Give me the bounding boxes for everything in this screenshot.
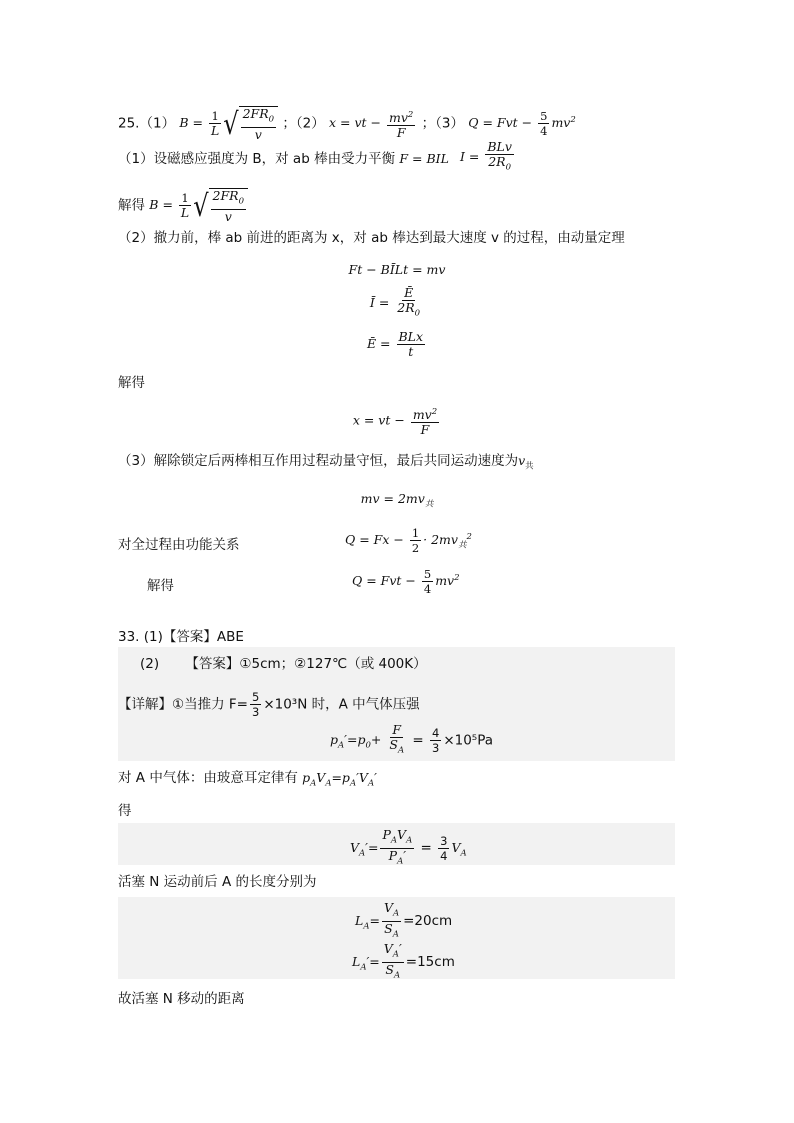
length-text: 活塞 N 运动前后 A 的长度分别为 [118, 874, 317, 890]
momentum-theorem-equation: Ft − BĪLt = mv [348, 262, 446, 277]
part-label: （1） [139, 115, 176, 132]
energy-label: 对全过程由功能关系 [118, 537, 240, 553]
q25-part3-text: （3）解除锁定后两棒相互作用过程动量守恒，最后共同运动速度为$v_共$ [118, 453, 534, 472]
heat-result: Q = Fvt − $\frac{5}{4}$ $mv^2$ [352, 567, 460, 596]
part-label: ；（2） [282, 115, 325, 132]
q25-part1-text: （1）设磁感应强度为 B，对 ab 棒由受力平衡 F = BIL [118, 151, 449, 167]
momentum-conservation-equation: mv = $2mv_共$ [360, 491, 434, 510]
question-number: 25. [118, 115, 140, 132]
q25-answer-summary: 25.（1） B = $\frac{1}{L}$ √ $\frac{2FR_0}{v}$ ；（2） x = vt − $\frac{mv^2}{F}$ ；（3） Q = Fvt − $\frac{5}{4}$ $mv^2$ [118, 106, 576, 142]
pressure-equation: $p_A'=p_0+$ $\frac{F}{S_A}$ = $\frac{4}{3}$ ×10⁵Pa [330, 722, 494, 756]
length-after-equation: $L_A'=$ $\frac{V_A'}{S_A}$ =15cm [352, 941, 455, 980]
average-emf-equation: Ē = $\frac{\text{BLx}}{t}$ [366, 329, 424, 359]
solve-label: 解得 [118, 375, 145, 391]
boyle-law-line: 对 A 中气体：由玻意耳定律有 $p_AV_A=p_A'V_A'$ [118, 770, 377, 789]
q25-part2-text: （2）撤力前，棒 ab 前进的距离为 x，对 ab 棒达到最大速度 v 的过程，由动量定理 [118, 230, 625, 246]
displacement-result: x = vt − $\frac{mv^2}{F}$ [352, 407, 438, 438]
solve-label: 解得 [147, 578, 174, 594]
average-current-equation: Ī = $\frac{Ē}{2R_0}$ [369, 285, 421, 319]
de-label: 得 [118, 803, 132, 819]
force-balance-equation: F = BIL [399, 151, 449, 166]
q33-part2-answer: (2) 【答案】①5cm；②127℃（或 400K） [140, 656, 427, 672]
length-before-equation: $L_A=$ $\frac{V_A}{S_A}$ =20cm [355, 900, 453, 939]
energy-equation: Q = Fx − $\frac{1}{2}$ · $2mv_共^2$ [345, 526, 472, 555]
distance-text: 故活塞 N 移动的距离 [118, 991, 245, 1007]
volume-equation: $V_A'=$ $\frac{P_AV_A}{P_A'}$ = $\frac{3}{4}$ $V_A$ [350, 827, 467, 866]
current-equation: I = $\frac{\text{BLv}}{2R_0}$ [460, 139, 512, 173]
detail-line: 【详解】①当推力 F= $\frac{5}{3}$ ×10³N 时，A 中气体压强 [118, 690, 420, 719]
part-label: ；（3） [421, 115, 464, 132]
q25-part1-result: 解得 B = $\frac{1}{L}$ √ $\frac{2FR_0}{v}$ [118, 188, 248, 224]
q33-part1-answer: 33. (1)【答案】ABE [118, 629, 244, 645]
